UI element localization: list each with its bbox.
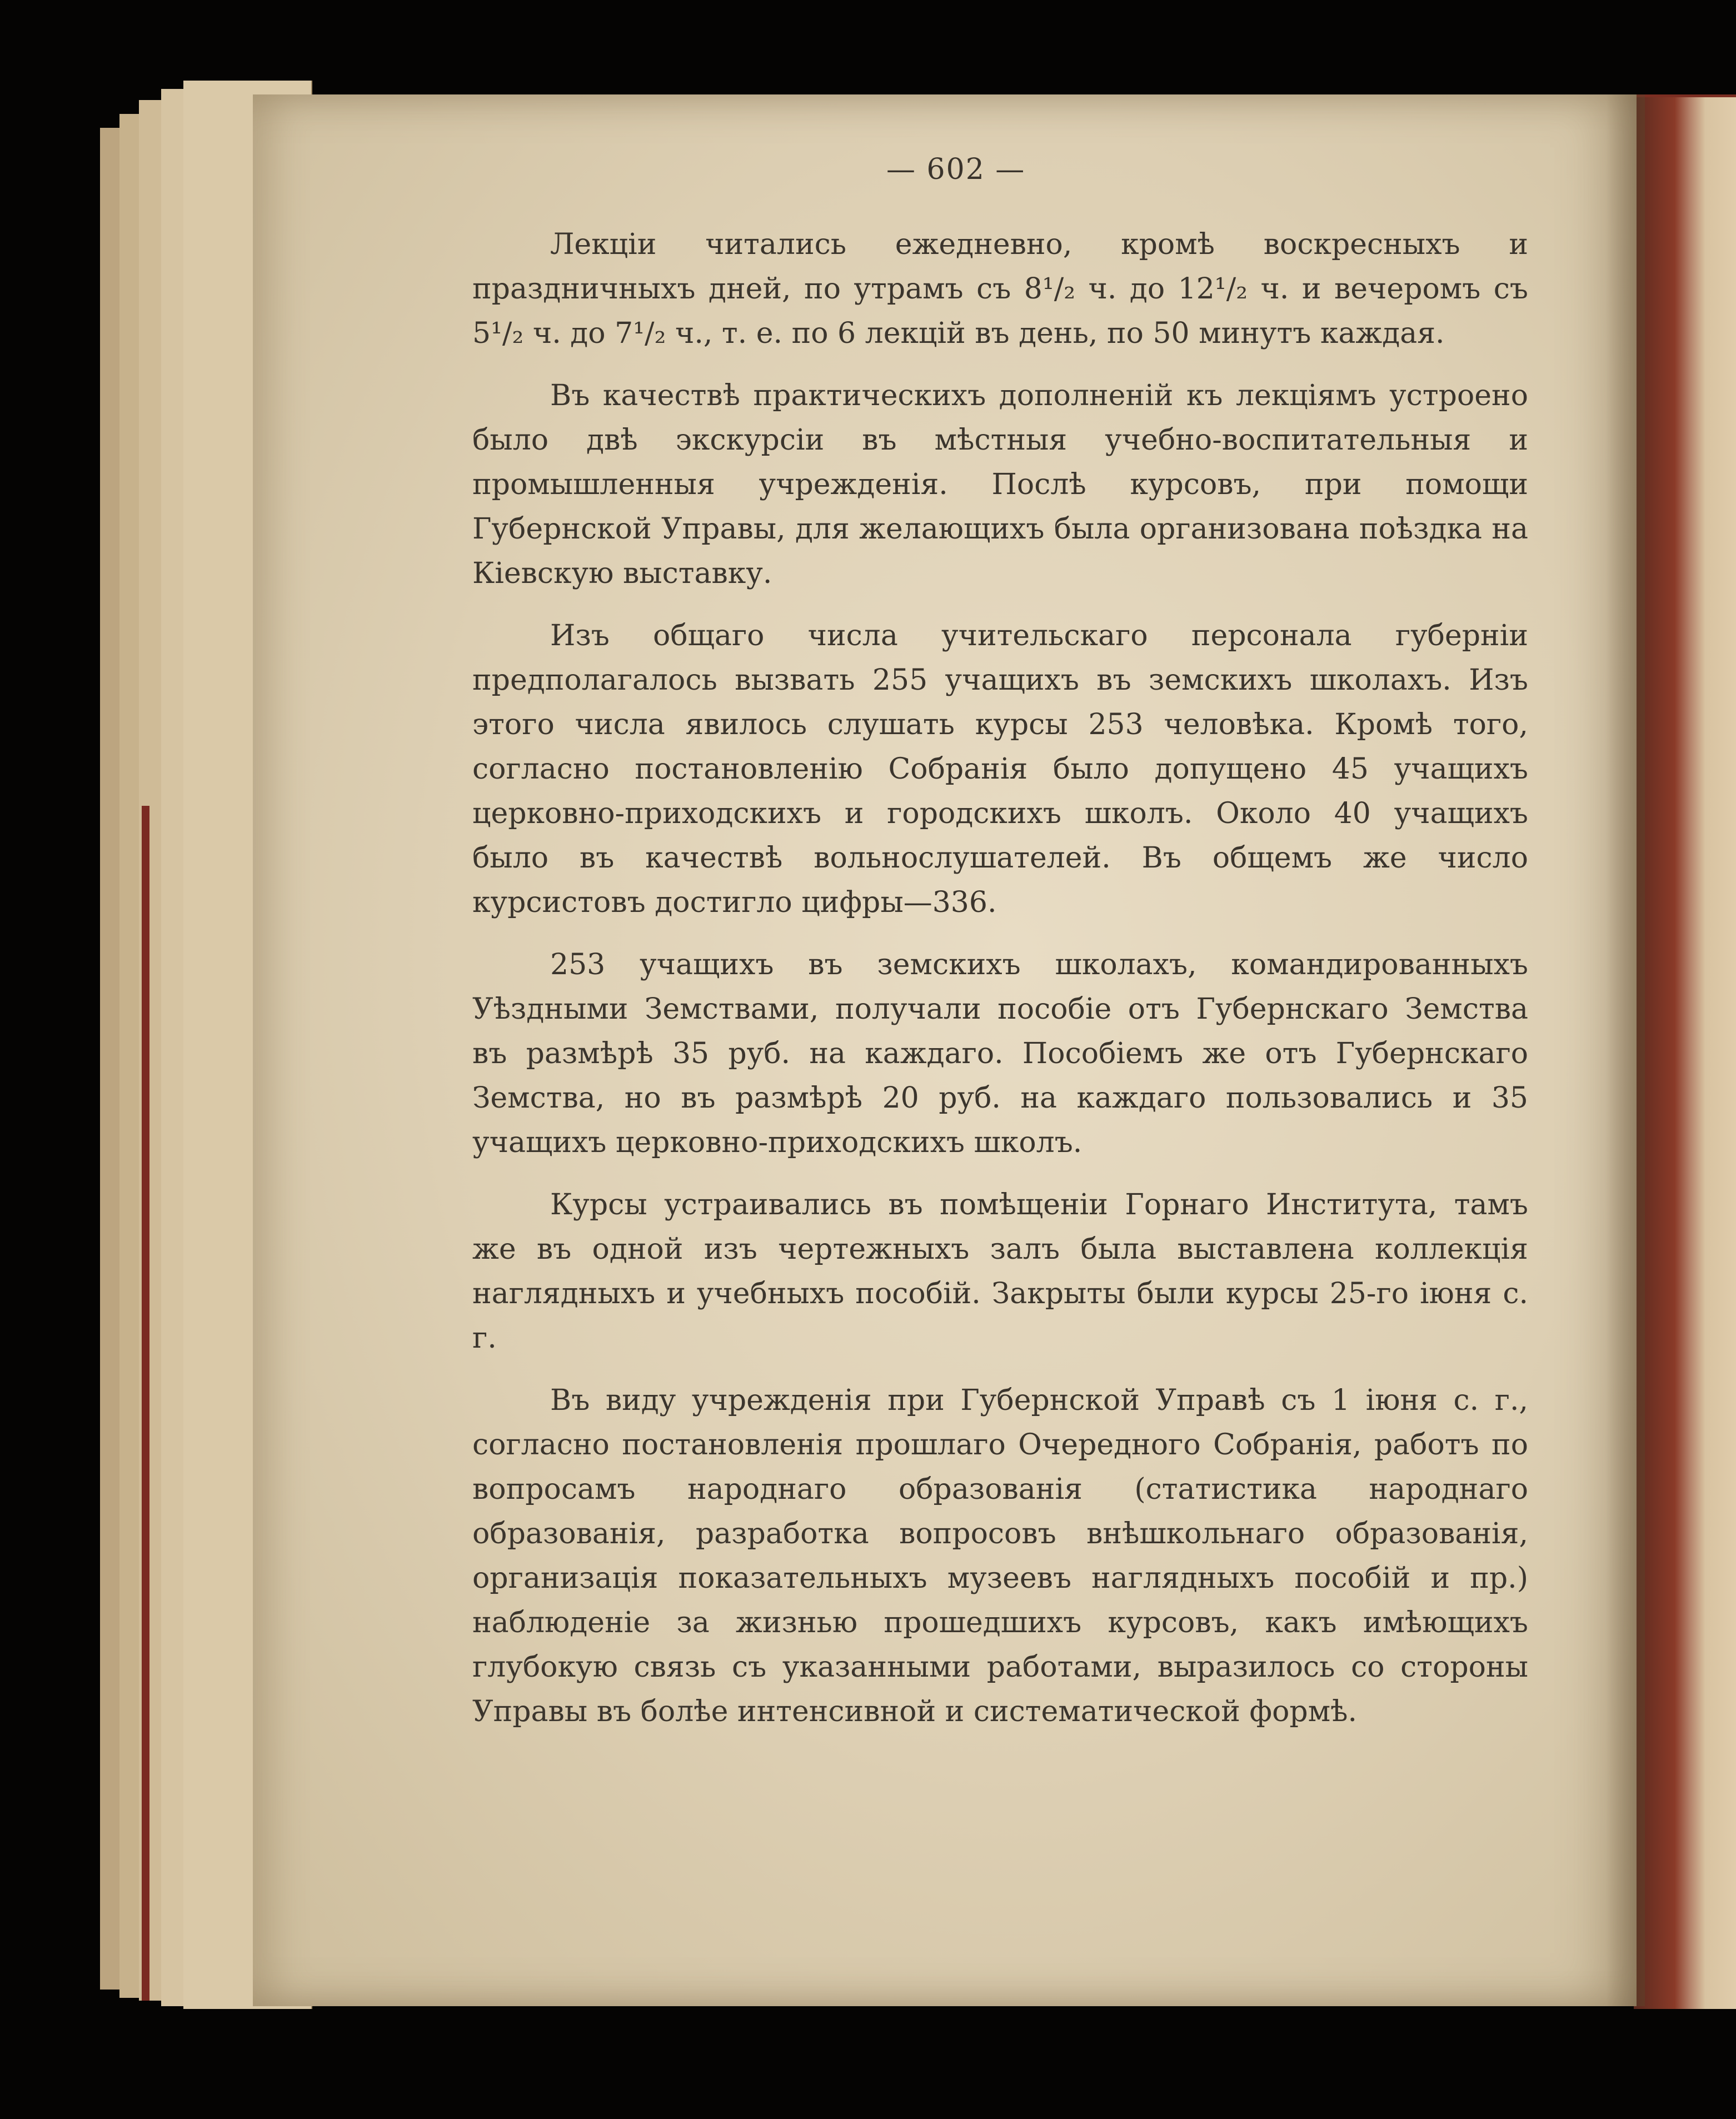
paragraph: Въ виду учрежденія при Губернской Управѣ съ 1 іюня с. г., согласно постановленія прошлаго Очередного Собранія, работъ по вопросамъ народнаго образованія (статистика народнаго образованія, разработка вопросовъ внѣшкольнаго образованія, организація показательныхъ музеевъ наглядныхъ пособій и пр.) наблюденіе за жизнью прошедшихъ курсовъ, какъ имѣющихъ глубокую связь съ указанными работами, выразилось со стороны Управы въ болѣе интенсивной и систематической формѣ. [472,1384,1528,1728]
gutter-shadow [1606,94,1645,2006]
paragraph: Въ качествѣ практическихъ дополненій къ лекціямъ устроено было двѣ экскурсіи въ мѣстныя учебно-воспитательныя и промышленныя учрежденія. Послѣ курсовъ, при помощи Губернской Управы, для желающихъ была организована поѣздка на Кіевскую выставку. [472,379,1528,590]
paragraph: Изъ общаго числа учительскаго персонала губерніи предполагалось вызвать 255 учащихъ въ земскихъ школахъ. Изъ этого числа явилось слушать курсы 253 человѣка. Кромѣ того, согласно постановленію Собранія было допущено 45 учащихъ церковно-приходскихъ и городскихъ школъ. Около 40 учащихъ было въ качествѣ вольнослушателей. Въ общемъ же число курсистовъ достигло цифры—336. [472,619,1528,919]
page-body [472,222,1528,1752]
paragraph: Курсы устраивались въ помѣщеніи Горнаго Института, тамъ же въ одной изъ чертежныхъ залъ была выставлена коллекція наглядныхъ и учебныхъ пособій. Закрыты были курсы 25-го іюня с. г. [472,1188,1528,1355]
binding-red-edge [142,806,149,2001]
page-number: — 602 — [886,153,1026,186]
facing-cover [1634,97,1736,2009]
paragraph: Лекціи читались ежедневно, кромѣ воскресныхъ и праздничныхъ дней, по утрамъ съ 8¹/₂ ч. до 12¹/₂ ч. и вечеромъ съ 5¹/₂ ч. до 7¹/₂ ч., т. е. по 6 лекцій въ день, по 50 минутъ каждая. [472,228,1528,350]
paragraph: 253 учащихъ въ земскихъ школахъ, командированныхъ Уѣздными Земствами, получали пособіе отъ Губернскаго Земства въ размѣрѣ 35 руб. на каждаго. Пособіемъ же отъ Губернскаго Земства, но въ размѣрѣ 20 руб. на каждаго пользовались и 35 учащихъ церковно-приходскихъ школъ. [472,948,1528,1159]
